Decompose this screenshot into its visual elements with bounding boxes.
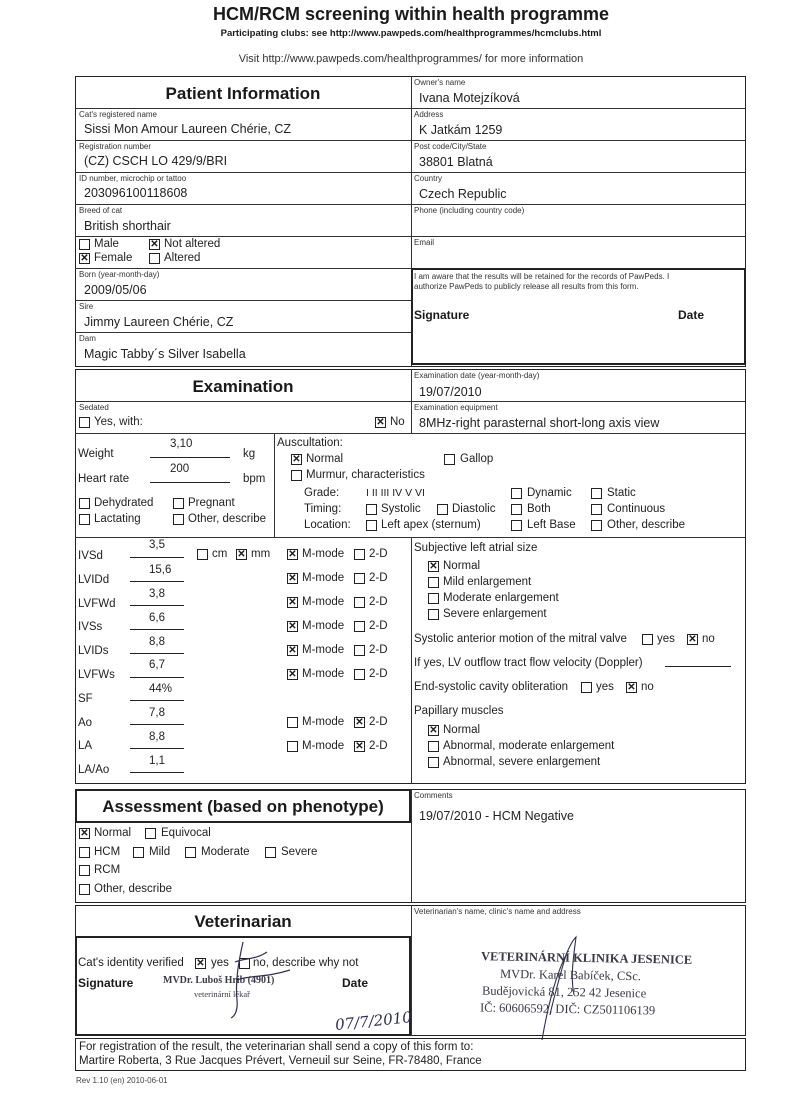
cm-checkbox[interactable] bbox=[197, 549, 208, 560]
female-label: Female bbox=[94, 252, 133, 264]
weight-field[interactable]: 3,10 bbox=[170, 438, 193, 450]
consent-text-2: authorize PawPeds to publicly release all results from this form. bbox=[414, 282, 639, 291]
mmode-checkbox-3[interactable]: ✕ bbox=[288, 597, 297, 608]
pap-severe-label: Abnormal, severe enlargement bbox=[443, 756, 601, 768]
comments-label: Comments bbox=[414, 791, 453, 800]
la-value[interactable]: 8,8 bbox=[149, 731, 165, 743]
exam-date-label: Examination date (year-month-day) bbox=[414, 371, 540, 380]
twod-checkbox-5[interactable] bbox=[354, 645, 365, 656]
not-altered-checkbox[interactable]: ✕ bbox=[150, 239, 159, 250]
lvfws-value[interactable]: 6,7 bbox=[149, 659, 165, 671]
twod-checkbox-1[interactable] bbox=[354, 549, 365, 560]
continuous-checkbox[interactable] bbox=[591, 504, 602, 515]
pap-normal-checkbox[interactable]: ✕ bbox=[429, 725, 438, 736]
left-base-checkbox[interactable] bbox=[511, 520, 522, 531]
male-checkbox[interactable] bbox=[79, 239, 90, 250]
sedated-yes-label: Yes, with: bbox=[94, 416, 143, 428]
ausc-normal-checkbox[interactable]: ✕ bbox=[292, 454, 301, 465]
static-checkbox[interactable] bbox=[591, 488, 602, 499]
la-severe-label: Severe enlargement bbox=[443, 608, 547, 620]
gallop-checkbox[interactable] bbox=[444, 454, 455, 465]
reg-name-label: Cat's registered name bbox=[79, 110, 158, 119]
lvfwd-label: LVFWd bbox=[78, 598, 116, 610]
dehydrated-checkbox[interactable] bbox=[79, 498, 90, 509]
sam-yes-label: yes bbox=[657, 633, 675, 645]
reg-no-field[interactable]: (CZ) CSCH LO 429/9/BRI bbox=[84, 154, 228, 168]
ivss-label: IVSs bbox=[78, 621, 103, 633]
vet-stamp-name: MVDr. Luboš Hrib (4901) bbox=[163, 975, 275, 986]
pregnant-label: Pregnant bbox=[188, 497, 235, 509]
lvidd-label: LVIDd bbox=[78, 574, 110, 586]
twod-checkbox-la[interactable]: ✕ bbox=[355, 741, 364, 752]
sam-yes-checkbox[interactable] bbox=[642, 634, 653, 645]
la-ao-value[interactable]: 1,1 bbox=[149, 755, 165, 767]
dehydrated-label: Dehydrated bbox=[94, 497, 154, 509]
esco-no-checkbox[interactable]: ✕ bbox=[627, 682, 636, 693]
mm-checkbox[interactable]: ✕ bbox=[237, 549, 246, 560]
examination-heading: Examination bbox=[192, 377, 294, 396]
gallop-label: Gallop bbox=[460, 453, 494, 465]
rcm-label: RCM bbox=[94, 864, 121, 876]
mild-checkbox[interactable] bbox=[133, 847, 144, 858]
esco-yes-checkbox[interactable] bbox=[581, 682, 592, 693]
sf-label: SF bbox=[78, 693, 93, 705]
papillary-label: Papillary muscles bbox=[414, 705, 504, 717]
pap-moderate-label: Abnormal, moderate enlargement bbox=[443, 740, 615, 752]
lactating-label: Lactating bbox=[94, 513, 141, 525]
comments-field[interactable]: 19/07/2010 - HCM Negative bbox=[419, 809, 574, 823]
left-apex-label: Left apex (sternum) bbox=[381, 519, 481, 531]
auscultation-label: Auscultation: bbox=[277, 437, 343, 449]
rcm-checkbox[interactable] bbox=[79, 865, 90, 876]
other-describe-label: Other, describe bbox=[188, 513, 266, 525]
sf-value[interactable]: 44% bbox=[149, 683, 173, 695]
equivocal-label: Equivocal bbox=[161, 827, 211, 839]
patient-heading: Patient Information bbox=[165, 84, 321, 103]
clinic-signature-scribble bbox=[530, 915, 610, 1045]
cm-label: cm bbox=[212, 548, 228, 560]
identity-label: Cat's identity verified bbox=[78, 957, 184, 969]
dam-label: Dam bbox=[79, 334, 96, 343]
dynamic-label: Dynamic bbox=[527, 487, 572, 499]
not-altered-label: Not altered bbox=[164, 238, 221, 250]
country-field[interactable]: Czech Republic bbox=[419, 187, 507, 201]
registration-address: Martire Roberta, 3 Rue Jacques Prévert, Verneuil sur Seine, FR-78480, France bbox=[79, 1055, 482, 1067]
vet-signature-scribble bbox=[205, 940, 305, 1020]
la-severe-checkbox[interactable] bbox=[428, 609, 439, 620]
altered-label: Altered bbox=[164, 252, 201, 264]
pap-normal-label: Normal bbox=[443, 724, 481, 736]
grade-label: Grade: bbox=[304, 487, 340, 499]
systolic-checkbox[interactable] bbox=[366, 504, 377, 515]
pregnant-checkbox[interactable] bbox=[173, 498, 184, 509]
equipment-label: Examination equipment bbox=[414, 403, 498, 412]
pap-moderate-checkbox[interactable] bbox=[428, 741, 439, 752]
other-label: Other, describe bbox=[94, 883, 172, 895]
sam-label: Systolic anterior motion of the mitral valve bbox=[414, 633, 627, 645]
mmode-checkbox-la[interactable] bbox=[287, 741, 298, 752]
mmode-checkbox-4[interactable]: ✕ bbox=[288, 621, 297, 632]
twod-checkbox-ao[interactable]: ✕ bbox=[355, 717, 364, 728]
born-field[interactable]: 2009/05/06 bbox=[84, 283, 147, 297]
sam-no-checkbox[interactable]: ✕ bbox=[688, 634, 697, 645]
twod-checkbox-3[interactable] bbox=[354, 597, 365, 608]
lvids-value[interactable]: 8,8 bbox=[149, 636, 165, 648]
location-other-label: Other, describe bbox=[607, 519, 685, 531]
lvfwd-value[interactable]: 3,8 bbox=[149, 588, 165, 600]
mmode-label-la: M-mode bbox=[302, 740, 345, 752]
murmur-checkbox[interactable] bbox=[291, 470, 302, 481]
pap-severe-checkbox[interactable] bbox=[428, 757, 439, 768]
twod-checkbox-2[interactable] bbox=[354, 573, 365, 584]
moderate-checkbox[interactable] bbox=[185, 847, 196, 858]
mmode-label-2: M-mode bbox=[302, 572, 345, 584]
twod-label-5: 2-D bbox=[369, 644, 388, 656]
hcm-label: HCM bbox=[94, 846, 121, 858]
postcode-field[interactable]: 38801 Blatná bbox=[419, 155, 493, 169]
mild-label: Mild bbox=[149, 846, 171, 858]
id-field[interactable]: 203096100118608 bbox=[84, 186, 188, 200]
twod-label-1: 2-D bbox=[369, 548, 388, 560]
sedated-label: Sedated bbox=[79, 403, 109, 412]
la-moderate-label: Moderate enlargement bbox=[443, 592, 559, 604]
subjective-title: Subjective left atrial size bbox=[414, 542, 538, 554]
identity-yes-checkbox[interactable]: ✕ bbox=[196, 958, 205, 969]
owner-signature-label: Signature bbox=[414, 308, 470, 322]
lvids-label: LVIDs bbox=[78, 645, 109, 657]
both-label: Both bbox=[527, 503, 551, 515]
diastolic-checkbox[interactable] bbox=[437, 504, 448, 515]
la-mild-checkbox[interactable] bbox=[428, 577, 439, 588]
lvot-field[interactable] bbox=[665, 666, 731, 667]
mm-label: mm bbox=[251, 548, 271, 560]
country-label: Country bbox=[414, 174, 443, 183]
ivss-value[interactable]: 6,6 bbox=[149, 612, 165, 624]
male-label: Male bbox=[94, 238, 119, 250]
registration-text: For registration of the result, the veterinarian shall send a copy of this form to: bbox=[79, 1041, 474, 1053]
vet-heading: Veterinarian bbox=[194, 912, 292, 931]
reg-no-label: Registration number bbox=[79, 142, 152, 151]
la-moderate-checkbox[interactable] bbox=[428, 593, 439, 604]
lactating-checkbox[interactable] bbox=[79, 514, 90, 525]
id-label: ID number, microchip or tattoo bbox=[79, 174, 187, 183]
mmode-checkbox-5[interactable]: ✕ bbox=[288, 645, 297, 656]
assessment-heading: Assessment (based on phenotype) bbox=[102, 797, 384, 816]
hcm-checkbox[interactable] bbox=[79, 847, 90, 858]
sedated-yes-checkbox[interactable] bbox=[79, 417, 90, 428]
twod-label-ao: 2-D bbox=[369, 716, 388, 728]
grade-options[interactable]: I II III IV V VI bbox=[366, 487, 425, 499]
other-describe-checkbox[interactable] bbox=[173, 514, 184, 525]
other-checkbox[interactable] bbox=[79, 884, 90, 895]
esco-label: End-systolic cavity obliteration bbox=[414, 681, 569, 693]
mmode-checkbox-6[interactable]: ✕ bbox=[288, 669, 297, 680]
clinic-stamp-line-2: MVDr. Karel Babíček, CSc. bbox=[499, 966, 642, 984]
lvot-label: If yes, LV outflow tract flow velocity (Doppler) bbox=[414, 657, 643, 669]
lvfws-label: LVFWs bbox=[78, 669, 115, 681]
born-label: Born (year-month-day) bbox=[79, 270, 160, 279]
systolic-label: Systolic bbox=[381, 503, 421, 515]
twod-checkbox-6[interactable] bbox=[354, 669, 365, 680]
vet-date-label: Date bbox=[342, 976, 369, 990]
location-other-checkbox[interactable] bbox=[591, 520, 602, 531]
sam-no-label: no bbox=[702, 633, 715, 645]
clinic-stamp-line-4: IČ: 60606592, DIČ: CZ501106139 bbox=[479, 1000, 656, 1018]
esco-yes-label: yes bbox=[596, 681, 614, 693]
mmode-label-5: M-mode bbox=[302, 644, 345, 656]
ao-value[interactable]: 7,8 bbox=[149, 707, 165, 719]
breed-field[interactable]: British shorthair bbox=[84, 219, 171, 233]
la-mild-label: Mild enlargement bbox=[443, 576, 532, 588]
continuous-label: Continuous bbox=[607, 503, 666, 515]
twod-checkbox-4[interactable] bbox=[354, 621, 365, 632]
owner-name-label: Owner's name bbox=[414, 78, 466, 87]
mmode-label-1: M-mode bbox=[302, 548, 345, 560]
clinic-stamp-line-1: VETERINÁRNÍ KLINIKA JESENICE bbox=[480, 949, 693, 967]
moderate-label: Moderate bbox=[201, 846, 250, 858]
postcode-label: Post code/City/State bbox=[414, 142, 487, 151]
owner-date-label: Date bbox=[678, 308, 705, 322]
twod-label-2: 2-D bbox=[369, 572, 388, 584]
breed-label: Breed of cat bbox=[79, 206, 123, 215]
la-ao-label: LA/Ao bbox=[78, 764, 110, 776]
mmode-label-3: M-mode bbox=[302, 596, 345, 608]
ao-label: Ao bbox=[78, 717, 93, 729]
clinic-label: Veterinarian's name, clinic's name and address bbox=[414, 907, 581, 916]
left-base-label: Left Base bbox=[527, 519, 576, 531]
mmode-checkbox-ao[interactable] bbox=[287, 717, 298, 728]
assess-normal-label: Normal bbox=[94, 827, 132, 839]
mmode-label-6: M-mode bbox=[302, 668, 345, 680]
sedated-no-checkbox[interactable]: ✕ bbox=[376, 417, 385, 428]
murmur-label: Murmur, characteristics bbox=[306, 469, 425, 481]
ausc-normal-label: Normal bbox=[306, 453, 344, 465]
clinic-stamp-line-3: Budějovická 81, 252 42 Jesenice bbox=[481, 983, 647, 1001]
phone-label: Phone (including country code) bbox=[414, 206, 525, 215]
static-label: Static bbox=[607, 487, 636, 499]
consent-text: I am aware that the results will be retained for the records of PawPeds. I bbox=[414, 272, 670, 281]
equivocal-checkbox[interactable] bbox=[145, 828, 156, 839]
esco-no-label: no bbox=[641, 681, 654, 693]
severe-label: Severe bbox=[281, 846, 318, 858]
assess-normal-checkbox[interactable]: ✕ bbox=[80, 828, 89, 839]
sire-field[interactable]: Jimmy Laureen Chérie, CZ bbox=[84, 315, 234, 329]
heart-rate-field[interactable]: 200 bbox=[170, 463, 190, 475]
ivsd-label: IVSd bbox=[78, 550, 103, 562]
equipment-field[interactable]: 8MHz-right parasternal short-long axis view bbox=[419, 416, 660, 430]
diastolic-label: Diastolic bbox=[452, 503, 496, 515]
vet-stamp-role: veterinární lékař bbox=[194, 989, 250, 999]
dam-field[interactable]: Magic Tabby´s Silver Isabella bbox=[84, 347, 246, 361]
address-field[interactable]: K Jatkám 1259 bbox=[419, 123, 503, 137]
severe-checkbox[interactable] bbox=[265, 847, 276, 858]
heart-rate-unit: bpm bbox=[243, 473, 266, 485]
identity-yes-label: yes bbox=[211, 957, 229, 969]
la-label: LA bbox=[78, 740, 93, 752]
left-apex-checkbox[interactable] bbox=[366, 520, 377, 531]
altered-checkbox[interactable] bbox=[149, 253, 160, 264]
la-normal-label: Normal bbox=[443, 560, 481, 572]
heart-rate-label: Heart rate bbox=[78, 473, 130, 485]
handwritten-date: 07/7/2010 bbox=[334, 1008, 413, 1034]
reg-name-field[interactable]: Sissi Mon Amour Laureen Chérie, CZ bbox=[84, 122, 292, 136]
twod-label-la: 2-D bbox=[369, 740, 388, 752]
both-checkbox[interactable] bbox=[511, 504, 522, 515]
female-checkbox[interactable]: ✕ bbox=[80, 253, 89, 264]
mmode-label-ao: M-mode bbox=[302, 716, 345, 728]
revision-label: Rev 1.10 (en) 2010-06-01 bbox=[76, 1076, 168, 1085]
visit-link[interactable]: Visit http://www.pawpeds.com/healthprogrammes/ for more information bbox=[238, 53, 584, 65]
twod-label-6: 2-D bbox=[369, 668, 388, 680]
weight-label: Weight bbox=[78, 448, 114, 460]
weight-unit: kg bbox=[243, 448, 256, 460]
la-normal-checkbox[interactable]: ✕ bbox=[429, 561, 438, 572]
sedated-no-label: No bbox=[390, 416, 405, 428]
location-label: Location: bbox=[304, 519, 351, 531]
dynamic-checkbox[interactable] bbox=[511, 488, 522, 499]
sire-label: Sire bbox=[79, 302, 94, 311]
ivsd-value[interactable]: 3,5 bbox=[149, 539, 165, 551]
exam-date-field[interactable]: 19/07/2010 bbox=[419, 385, 482, 399]
address-label: Address bbox=[414, 110, 444, 119]
twod-label-4: 2-D bbox=[369, 620, 388, 632]
mmode-checkbox-1[interactable]: ✕ bbox=[288, 549, 297, 560]
twod-label-3: 2-D bbox=[369, 596, 388, 608]
identity-no-label: no, describe why not bbox=[253, 957, 359, 969]
form-title: HCM/RCM screening within health programme bbox=[212, 4, 610, 24]
mmode-label-4: M-mode bbox=[302, 620, 345, 632]
lvidd-value[interactable]: 15,6 bbox=[149, 564, 172, 576]
timing-label: Timing: bbox=[304, 503, 342, 515]
email-label: Email bbox=[414, 238, 435, 247]
owner-name-field[interactable]: Ivana Motejzíková bbox=[419, 91, 520, 105]
participating-clubs: Participating clubs: see http://www.pawpeds.com/healthprogrammes/hcmclubs.html bbox=[220, 28, 602, 39]
vet-signature-label: Signature bbox=[78, 976, 134, 990]
mmode-checkbox-2[interactable]: ✕ bbox=[288, 573, 297, 584]
